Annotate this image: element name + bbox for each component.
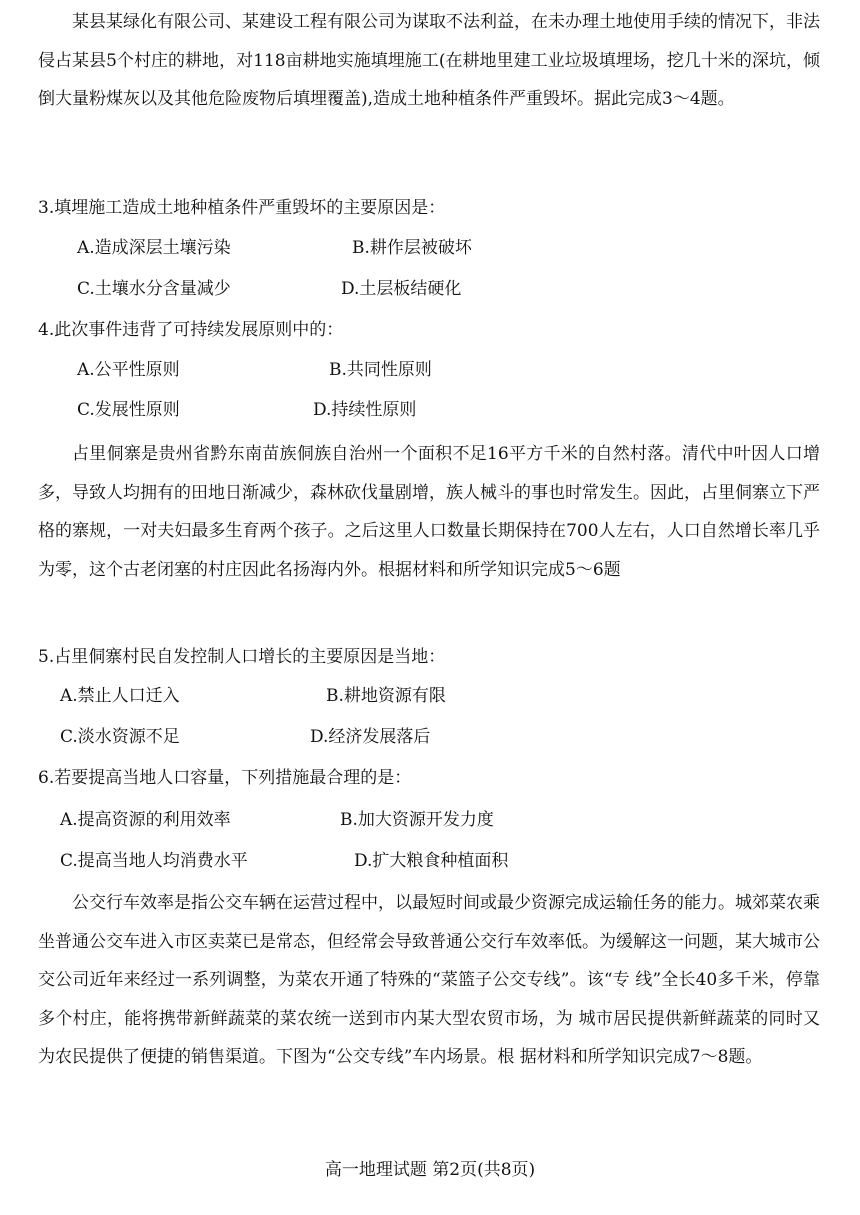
question-5-option-d: D.经济发展落后 [310,727,431,747]
passage-zhanli-village: 占里侗寨是贵州省黔东南苗族侗族自治州一个面积不足16平方千米的自然村落。清代中叶因人口增多，导致人均拥有的田地日渐减少，森林砍伐量剧增，族人械斗的事也时常发生。因此，占里侗寨立下严格的寨规，一对夫妇最多生育两个孩子。之后这里人口数量长期保持在700人左右，人口自然增长率几乎为零，这个古老闭塞的村庄因此名扬海内外。根据材料和所学知识完成5～6题 [38,444,820,580]
passage-land-reclamation: 某县某绿化有限公司、某建设工程有限公司为谋取不法利益，在未办理土地使用手续的情况下，非法侵占某县5个村庄的耕地，对118亩耕地实施填埋施工(在耕地里建工业垃圾填埋场，挖几十米的深坑，倾倒大量粉煤灰以及其他危险废物后填埋覆盖),造成土地种植条件严重毁坏。据此完成3～4题。 [38,12,820,109]
question-6-option-c: C.提高当地人均消费水平 [60,851,248,871]
question-4-option-a: A.公平性原则 [77,360,180,380]
question-3-option-c: C.土壤水分含量减少 [77,279,231,299]
question-6-option-d: D.扩大粮食种植面积 [354,851,509,871]
question-6-option-b: B.加大资源开发力度 [340,810,494,830]
question-6-stem: 6.若要提高当地人口容量，下列措施最合理的是： [38,768,412,788]
question-4-option-b: B.共同性原则 [329,360,432,380]
question-5-stem: 5.占里侗寨村民自发控制人口增长的主要原因是当地： [38,647,446,667]
question-3-option-a: A.造成深层土壤污染 [77,238,231,258]
question-3-stem: 3.填埋施工造成土地种植条件严重毁坏的主要原因是： [38,198,446,218]
question-5-option-a: A.禁止人口迁入 [60,686,180,706]
page-footer: 高一地理试题 第2页(共8页) [324,1160,536,1180]
passage-bus-line: 公交行车效率是指公交车辆在运营过程中，以最短时间或最少资源完成运输任务的能力。城郊菜农乘坐普通公交车进入市区卖菜已是常态，但经常会导致普通公交行车效率低。为缓解这一问题，某大城市公交公司近年来经过一系列调整，为菜农开通了特殊的“菜篮子公交专线”。该“专 线”全长40多千米，停靠多个村庄，能将携带新鲜蔬菜的菜农统一送到市内某大型农贸市场，为 城市居民提供新鲜蔬菜的同时又为农民提供了便捷的销售渠道。下图为“公交专线”车内场景。根 据材料和所学知识完成7～8题。 [38,893,820,1067]
question-5-option-b: B.耕地资源有限 [326,686,446,706]
question-5-option-c: C.淡水资源不足 [60,727,180,747]
question-4-stem: 4.此次事件违背了可持续发展原则中的： [38,320,344,340]
question-4-option-d: D.持续性原则 [313,400,417,420]
question-4-option-c: C.发展性原则 [77,400,180,420]
question-3-option-b: B.耕作层被破坏 [352,238,472,258]
question-3-option-d: D.土层板结硬化 [341,279,462,299]
question-6-option-a: A.提高资源的利用效率 [60,810,231,830]
